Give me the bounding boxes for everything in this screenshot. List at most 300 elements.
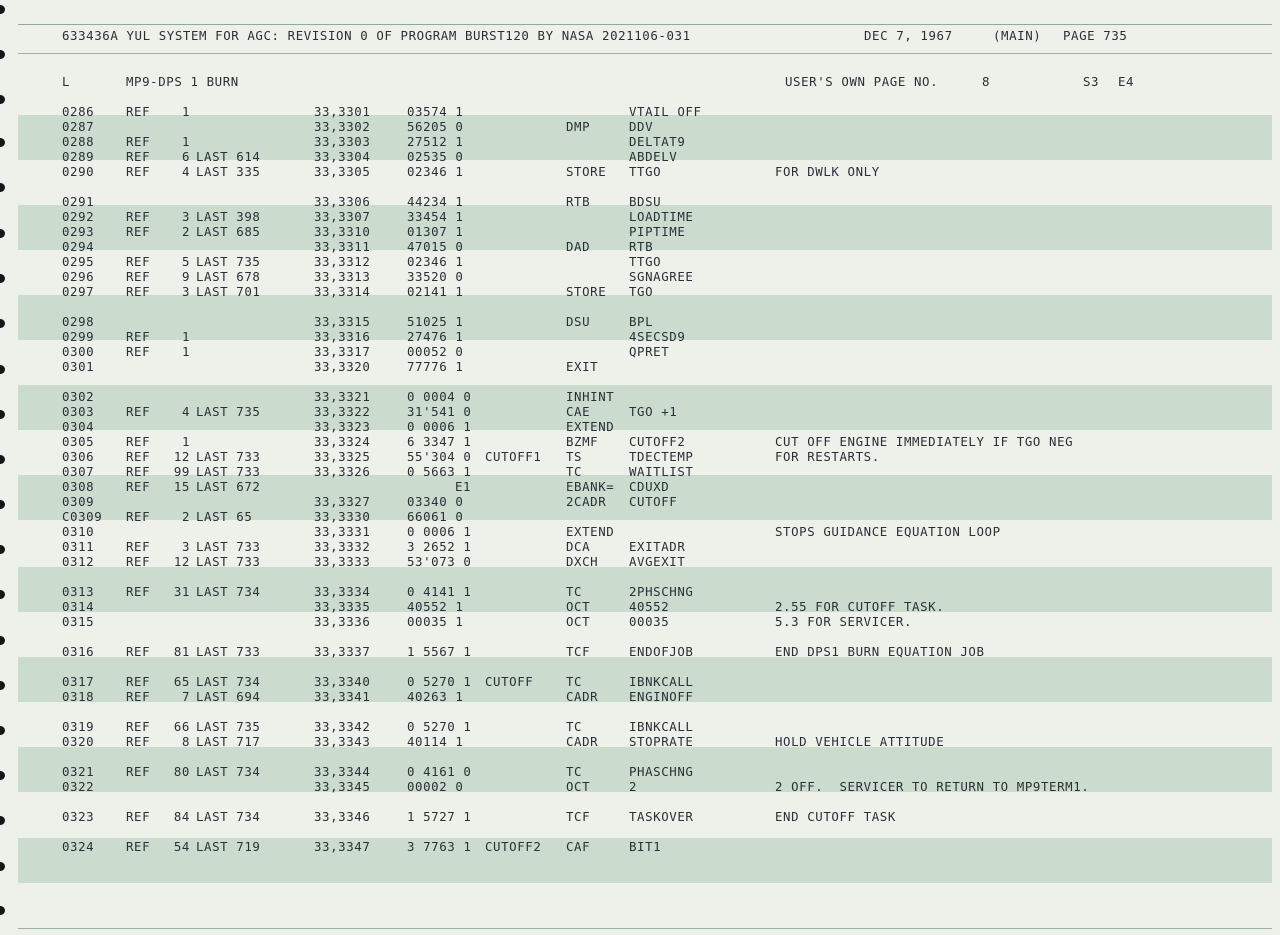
listing-row — [0, 390, 1280, 405]
octal-word: 0 4161 0 — [407, 764, 472, 779]
listing-row — [0, 450, 1280, 465]
line-number: 0308 — [62, 479, 95, 494]
listing-row — [0, 210, 1280, 225]
octal-word: 33454 1 — [407, 209, 464, 224]
ref-count: 1 — [181, 329, 190, 344]
octal-word: 3 7763 1 — [407, 839, 472, 854]
address: 33,3345 — [314, 779, 371, 794]
listing-row — [0, 240, 1280, 255]
opcode: CAF — [566, 839, 591, 854]
address: 33,3303 — [314, 134, 371, 149]
listing-row — [0, 420, 1280, 435]
ref-marker: REF — [126, 479, 151, 494]
address: 33,3305 — [314, 164, 371, 179]
last-ref: LAST 398 — [196, 209, 261, 224]
ref-marker: REF — [126, 764, 151, 779]
ref-marker: REF — [126, 554, 151, 569]
octal-word: 02535 0 — [407, 149, 464, 164]
address: 33,3323 — [314, 419, 371, 434]
opcode: DMP — [566, 119, 591, 134]
line-number: 0307 — [62, 464, 95, 479]
line-number: 0320 — [62, 734, 95, 749]
ref-marker: REF — [126, 839, 151, 854]
line-number: 0299 — [62, 329, 95, 344]
address: 33,3336 — [314, 614, 371, 629]
opcode: EXTEND — [566, 524, 615, 539]
address: 33,3301 — [314, 104, 371, 119]
operand: WAITLIST — [629, 464, 694, 479]
operand: 40552 — [629, 599, 670, 614]
line-number: 0288 — [62, 134, 95, 149]
ref-marker: REF — [126, 449, 151, 464]
operand: EXITADR — [629, 539, 686, 554]
bottom-rule — [18, 928, 1272, 929]
listing-row — [0, 285, 1280, 300]
ref-marker: REF — [126, 209, 151, 224]
ref-marker: REF — [126, 164, 151, 179]
ref-marker: REF — [126, 134, 151, 149]
last-ref: LAST 734 — [196, 809, 261, 824]
opcode: STORE — [566, 284, 607, 299]
opcode: DSU — [566, 314, 591, 329]
ref-count: 80 — [173, 764, 190, 779]
address: 33,3320 — [314, 359, 371, 374]
last-ref: LAST 734 — [196, 584, 261, 599]
line-number: 0305 — [62, 434, 95, 449]
operand: TDECTEMP — [629, 449, 694, 464]
address: 33,3311 — [314, 239, 371, 254]
address: 33,3333 — [314, 554, 371, 569]
listing-row — [0, 360, 1280, 375]
operand: SGNAGREE — [629, 269, 694, 284]
comment: HOLD VEHICLE ATTITUDE — [775, 734, 945, 749]
address: 33,3324 — [314, 434, 371, 449]
listing-row — [0, 480, 1280, 495]
address: 33,3315 — [314, 314, 371, 329]
listing-row — [0, 315, 1280, 330]
octal-word: 0 5270 1 — [407, 719, 472, 734]
line-number: 0293 — [62, 224, 95, 239]
listing-row — [0, 540, 1280, 555]
ref-marker: REF — [126, 809, 151, 824]
operand: BDSU — [629, 194, 662, 209]
octal-word: 0 4141 1 — [407, 584, 472, 599]
line-number: 0301 — [62, 359, 95, 374]
opcode: EXTEND — [566, 419, 615, 434]
feed-hole — [0, 50, 5, 59]
operand: PHASCHNG — [629, 764, 694, 779]
operand: BIT1 — [629, 839, 662, 854]
feed-hole — [0, 183, 5, 192]
line-number: 0318 — [62, 689, 95, 704]
ref-count: 66 — [173, 719, 190, 734]
operand: PIPTIME — [629, 224, 686, 239]
ref-count: 5 — [181, 254, 190, 269]
ref-count: 1 — [181, 434, 190, 449]
octal-word: 0 0004 0 — [407, 389, 472, 404]
operand: TTGO — [629, 254, 662, 269]
operand: TASKOVER — [629, 809, 694, 824]
listing-row — [0, 195, 1280, 210]
operand: LOADTIME — [629, 209, 694, 224]
octal-word: 56205 0 — [407, 119, 464, 134]
last-ref: LAST 719 — [196, 839, 261, 854]
ref-count: 4 — [181, 164, 190, 179]
ref-marker: REF — [126, 719, 151, 734]
operand: TGO +1 — [629, 404, 678, 419]
ref-marker: REF — [126, 149, 151, 164]
operand: 2PHSCHNG — [629, 584, 694, 599]
last-ref: LAST 685 — [196, 224, 261, 239]
listing-row — [0, 555, 1280, 570]
print-date: DEC 7, 1967 — [864, 28, 953, 43]
last-ref: LAST 733 — [196, 449, 261, 464]
octal-word: 27476 1 — [407, 329, 464, 344]
opcode: EXIT — [566, 359, 599, 374]
ref-marker: REF — [126, 404, 151, 419]
address: 33,3332 — [314, 539, 371, 554]
last-ref: LAST 733 — [196, 539, 261, 554]
listing-row — [0, 405, 1280, 420]
line-number: 0317 — [62, 674, 95, 689]
ref-count: 12 — [173, 554, 190, 569]
top-rule — [18, 24, 1272, 25]
operand: CUTOFF — [629, 494, 678, 509]
operand: DELTAT9 — [629, 134, 686, 149]
line-number: 0298 — [62, 314, 95, 329]
routine-title: MP9-DPS 1 BURN — [126, 74, 239, 89]
ref-count: 1 — [181, 344, 190, 359]
octal-word: 03340 0 — [407, 494, 464, 509]
line-number: 0287 — [62, 119, 95, 134]
line-number: 0304 — [62, 419, 95, 434]
feed-hole — [0, 906, 5, 915]
address: 33,3321 — [314, 389, 371, 404]
ref-count: 9 — [181, 269, 190, 284]
line-number: 0291 — [62, 194, 95, 209]
operand: DDV — [629, 119, 654, 134]
operand: ENDOFJOB — [629, 644, 694, 659]
ref-count: 2 — [181, 509, 190, 524]
comment: CUT OFF ENGINE IMMEDIATELY IF TGO NEG — [775, 434, 1074, 449]
octal-word: E1 — [455, 479, 472, 494]
octal-word: 44234 1 — [407, 194, 464, 209]
address: 33,3347 — [314, 839, 371, 854]
opcode: TCF — [566, 644, 591, 659]
octal-word: 1 5727 1 — [407, 809, 472, 824]
ref-count: 65 — [173, 674, 190, 689]
last-ref: LAST 614 — [196, 149, 261, 164]
line-number: 0313 — [62, 584, 95, 599]
opcode: EBANK= — [566, 479, 615, 494]
line-number: 0310 — [62, 524, 95, 539]
listing-row — [0, 690, 1280, 705]
line-number: 0295 — [62, 254, 95, 269]
users-page-number: 8 — [982, 74, 991, 89]
address: 33,3302 — [314, 119, 371, 134]
ref-marker: REF — [126, 584, 151, 599]
ref-count: 2 — [181, 224, 190, 239]
ref-marker: REF — [126, 344, 151, 359]
ref-count: 54 — [173, 839, 190, 854]
line-number: 0324 — [62, 839, 95, 854]
opcode: DAD — [566, 239, 591, 254]
octal-word: 0 0006 1 — [407, 524, 472, 539]
octal-word: 53'073 0 — [407, 554, 472, 569]
users-page-label: USER'S OWN PAGE NO. — [785, 74, 939, 89]
line-number: C0309 — [62, 509, 103, 524]
last-ref: LAST 733 — [196, 554, 261, 569]
octal-word: 3 2652 1 — [407, 539, 472, 554]
address: 33,3330 — [314, 509, 371, 524]
listing-row — [0, 810, 1280, 825]
line-number: 0300 — [62, 344, 95, 359]
operand: 00035 — [629, 614, 670, 629]
listing-code-1: S3 — [1083, 74, 1100, 89]
listing-row — [0, 585, 1280, 600]
listing-row — [0, 765, 1280, 780]
last-ref: LAST 735 — [196, 719, 261, 734]
listing-row — [0, 165, 1280, 180]
octal-word: 47015 0 — [407, 239, 464, 254]
address: 33,3304 — [314, 149, 371, 164]
address: 33,3307 — [314, 209, 371, 224]
feed-hole — [0, 95, 5, 104]
comment: 5.3 FOR SERVICER. — [775, 614, 913, 629]
octal-word: 0 5663 1 — [407, 464, 472, 479]
listing-row — [0, 435, 1280, 450]
operand: AVGEXIT — [629, 554, 686, 569]
last-ref: LAST 335 — [196, 164, 261, 179]
octal-word: 77776 1 — [407, 359, 464, 374]
line-number: 0303 — [62, 404, 95, 419]
ref-count: 99 — [173, 464, 190, 479]
octal-word: 02141 1 — [407, 284, 464, 299]
listing-type: L — [62, 74, 71, 89]
ref-count: 12 — [173, 449, 190, 464]
operand: CDUXD — [629, 479, 670, 494]
feed-hole — [0, 5, 5, 14]
ref-marker: REF — [126, 329, 151, 344]
opcode: OCT — [566, 614, 591, 629]
octal-word: 03574 1 — [407, 104, 464, 119]
header-rule — [18, 53, 1272, 54]
opcode: BZMF — [566, 434, 599, 449]
listing-row — [0, 615, 1280, 630]
last-ref: LAST 733 — [196, 464, 261, 479]
address: 33,3313 — [314, 269, 371, 284]
address: 33,3306 — [314, 194, 371, 209]
listing-row — [0, 105, 1280, 120]
ref-marker: REF — [126, 284, 151, 299]
operand: QPRET — [629, 344, 670, 359]
address: 33,3344 — [314, 764, 371, 779]
listing-row — [0, 525, 1280, 540]
address: 33,3334 — [314, 584, 371, 599]
ref-count: 3 — [181, 539, 190, 554]
address: 33,3326 — [314, 464, 371, 479]
line-number: 0302 — [62, 389, 95, 404]
line-number: 0312 — [62, 554, 95, 569]
address: 33,3341 — [314, 689, 371, 704]
line-number: 0292 — [62, 209, 95, 224]
line-number: 0297 — [62, 284, 95, 299]
octal-word: 27512 1 — [407, 134, 464, 149]
octal-word: 6 3347 1 — [407, 434, 472, 449]
octal-word: 0 5270 1 — [407, 674, 472, 689]
octal-word: 33520 0 — [407, 269, 464, 284]
listing-row — [0, 645, 1280, 660]
address: 33,3316 — [314, 329, 371, 344]
ref-count: 6 — [181, 149, 190, 164]
octal-word: 40263 1 — [407, 689, 464, 704]
address: 33,3314 — [314, 284, 371, 299]
address: 33,3337 — [314, 644, 371, 659]
operand: ABDELV — [629, 149, 678, 164]
listing-row — [0, 465, 1280, 480]
opcode: DXCH — [566, 554, 599, 569]
operand: STOPRATE — [629, 734, 694, 749]
feed-hole — [0, 636, 5, 645]
operand: 2 — [629, 779, 638, 794]
last-ref: LAST 735 — [196, 404, 261, 419]
opcode: STORE — [566, 164, 607, 179]
comment: FOR RESTARTS. — [775, 449, 880, 464]
opcode: OCT — [566, 599, 591, 614]
ref-marker: REF — [126, 674, 151, 689]
last-ref: LAST 694 — [196, 689, 261, 704]
address: 33,3331 — [314, 524, 371, 539]
operand: VTAIL OFF — [629, 104, 702, 119]
listing-row — [0, 675, 1280, 690]
page-number: PAGE 735 — [1063, 28, 1128, 43]
operand: RTB — [629, 239, 654, 254]
opcode: CADR — [566, 689, 599, 704]
opcode: TC — [566, 764, 583, 779]
line-number: 0321 — [62, 764, 95, 779]
address: 33,3342 — [314, 719, 371, 734]
ref-marker: REF — [126, 689, 151, 704]
ref-count: 15 — [173, 479, 190, 494]
ref-count: 4 — [181, 404, 190, 419]
opcode: 2CADR — [566, 494, 607, 509]
octal-word: 00035 1 — [407, 614, 464, 629]
comment: END CUTOFF TASK — [775, 809, 896, 824]
octal-word: 51025 1 — [407, 314, 464, 329]
ref-marker: REF — [126, 509, 151, 524]
comment: END DPS1 BURN EQUATION JOB — [775, 644, 985, 659]
operand: IBNKCALL — [629, 674, 694, 689]
ref-count: 1 — [181, 134, 190, 149]
address: 33,3310 — [314, 224, 371, 239]
line-number: 0296 — [62, 269, 95, 284]
comment: FOR DWLK ONLY — [775, 164, 880, 179]
octal-word: 31'541 0 — [407, 404, 472, 419]
operand: 4SECSD9 — [629, 329, 686, 344]
operand: TGO — [629, 284, 654, 299]
opcode: DCA — [566, 539, 591, 554]
line-number: 0286 — [62, 104, 95, 119]
opcode: TC — [566, 584, 583, 599]
listing-row — [0, 345, 1280, 360]
last-ref: LAST 672 — [196, 479, 261, 494]
listing-row — [0, 225, 1280, 240]
ref-marker: REF — [126, 254, 151, 269]
octal-word: 00052 0 — [407, 344, 464, 359]
address: 33,3343 — [314, 734, 371, 749]
listing-row — [0, 135, 1280, 150]
opcode: CADR — [566, 734, 599, 749]
last-ref: LAST 701 — [196, 284, 261, 299]
octal-word: 01307 1 — [407, 224, 464, 239]
line-number: 0314 — [62, 599, 95, 614]
feed-hole — [0, 862, 5, 871]
line-number: 0323 — [62, 809, 95, 824]
listing-row — [0, 255, 1280, 270]
opcode: TC — [566, 674, 583, 689]
listing-row — [0, 330, 1280, 345]
opcode: TCF — [566, 809, 591, 824]
last-ref: LAST 734 — [196, 764, 261, 779]
listing-row — [0, 495, 1280, 510]
octal-word: 40552 1 — [407, 599, 464, 614]
ref-count: 3 — [181, 284, 190, 299]
octal-word: 55'304 0 — [407, 449, 472, 464]
last-ref: LAST 735 — [196, 254, 261, 269]
operand: IBNKCALL — [629, 719, 694, 734]
opcode: TC — [566, 464, 583, 479]
ref-marker: REF — [126, 224, 151, 239]
operand: CUTOFF2 — [629, 434, 686, 449]
listing-row — [0, 735, 1280, 750]
listing-row — [0, 720, 1280, 735]
address: 33,3340 — [314, 674, 371, 689]
ref-marker: REF — [126, 464, 151, 479]
line-number: 0319 — [62, 719, 95, 734]
opcode: RTB — [566, 194, 591, 209]
listing-row — [0, 270, 1280, 285]
last-ref: LAST 733 — [196, 644, 261, 659]
address: 33,3312 — [314, 254, 371, 269]
line-number: 0311 — [62, 539, 95, 554]
listing-code-2: E4 — [1118, 74, 1135, 89]
octal-word: 02346 1 — [407, 164, 464, 179]
line-number: 0289 — [62, 149, 95, 164]
last-ref: LAST 678 — [196, 269, 261, 284]
ref-marker: REF — [126, 104, 151, 119]
operand: ENGINOFF — [629, 689, 694, 704]
ref-count: 7 — [181, 689, 190, 704]
last-ref: LAST 717 — [196, 734, 261, 749]
line-number: 0294 — [62, 239, 95, 254]
label-field: CUTOFF2 — [485, 839, 542, 854]
ref-count: 8 — [181, 734, 190, 749]
last-ref: LAST 65 — [196, 509, 253, 524]
ref-count: 84 — [173, 809, 190, 824]
octal-word: 1 5567 1 — [407, 644, 472, 659]
line-number: 0316 — [62, 644, 95, 659]
opcode: INHINT — [566, 389, 615, 404]
line-number: 0306 — [62, 449, 95, 464]
opcode: OCT — [566, 779, 591, 794]
listing-row — [0, 120, 1280, 135]
address: 33,3327 — [314, 494, 371, 509]
octal-word: 0 0006 1 — [407, 419, 472, 434]
ref-count: 3 — [181, 209, 190, 224]
address: 33,3317 — [314, 344, 371, 359]
ref-marker: REF — [126, 539, 151, 554]
octal-word: 40114 1 — [407, 734, 464, 749]
